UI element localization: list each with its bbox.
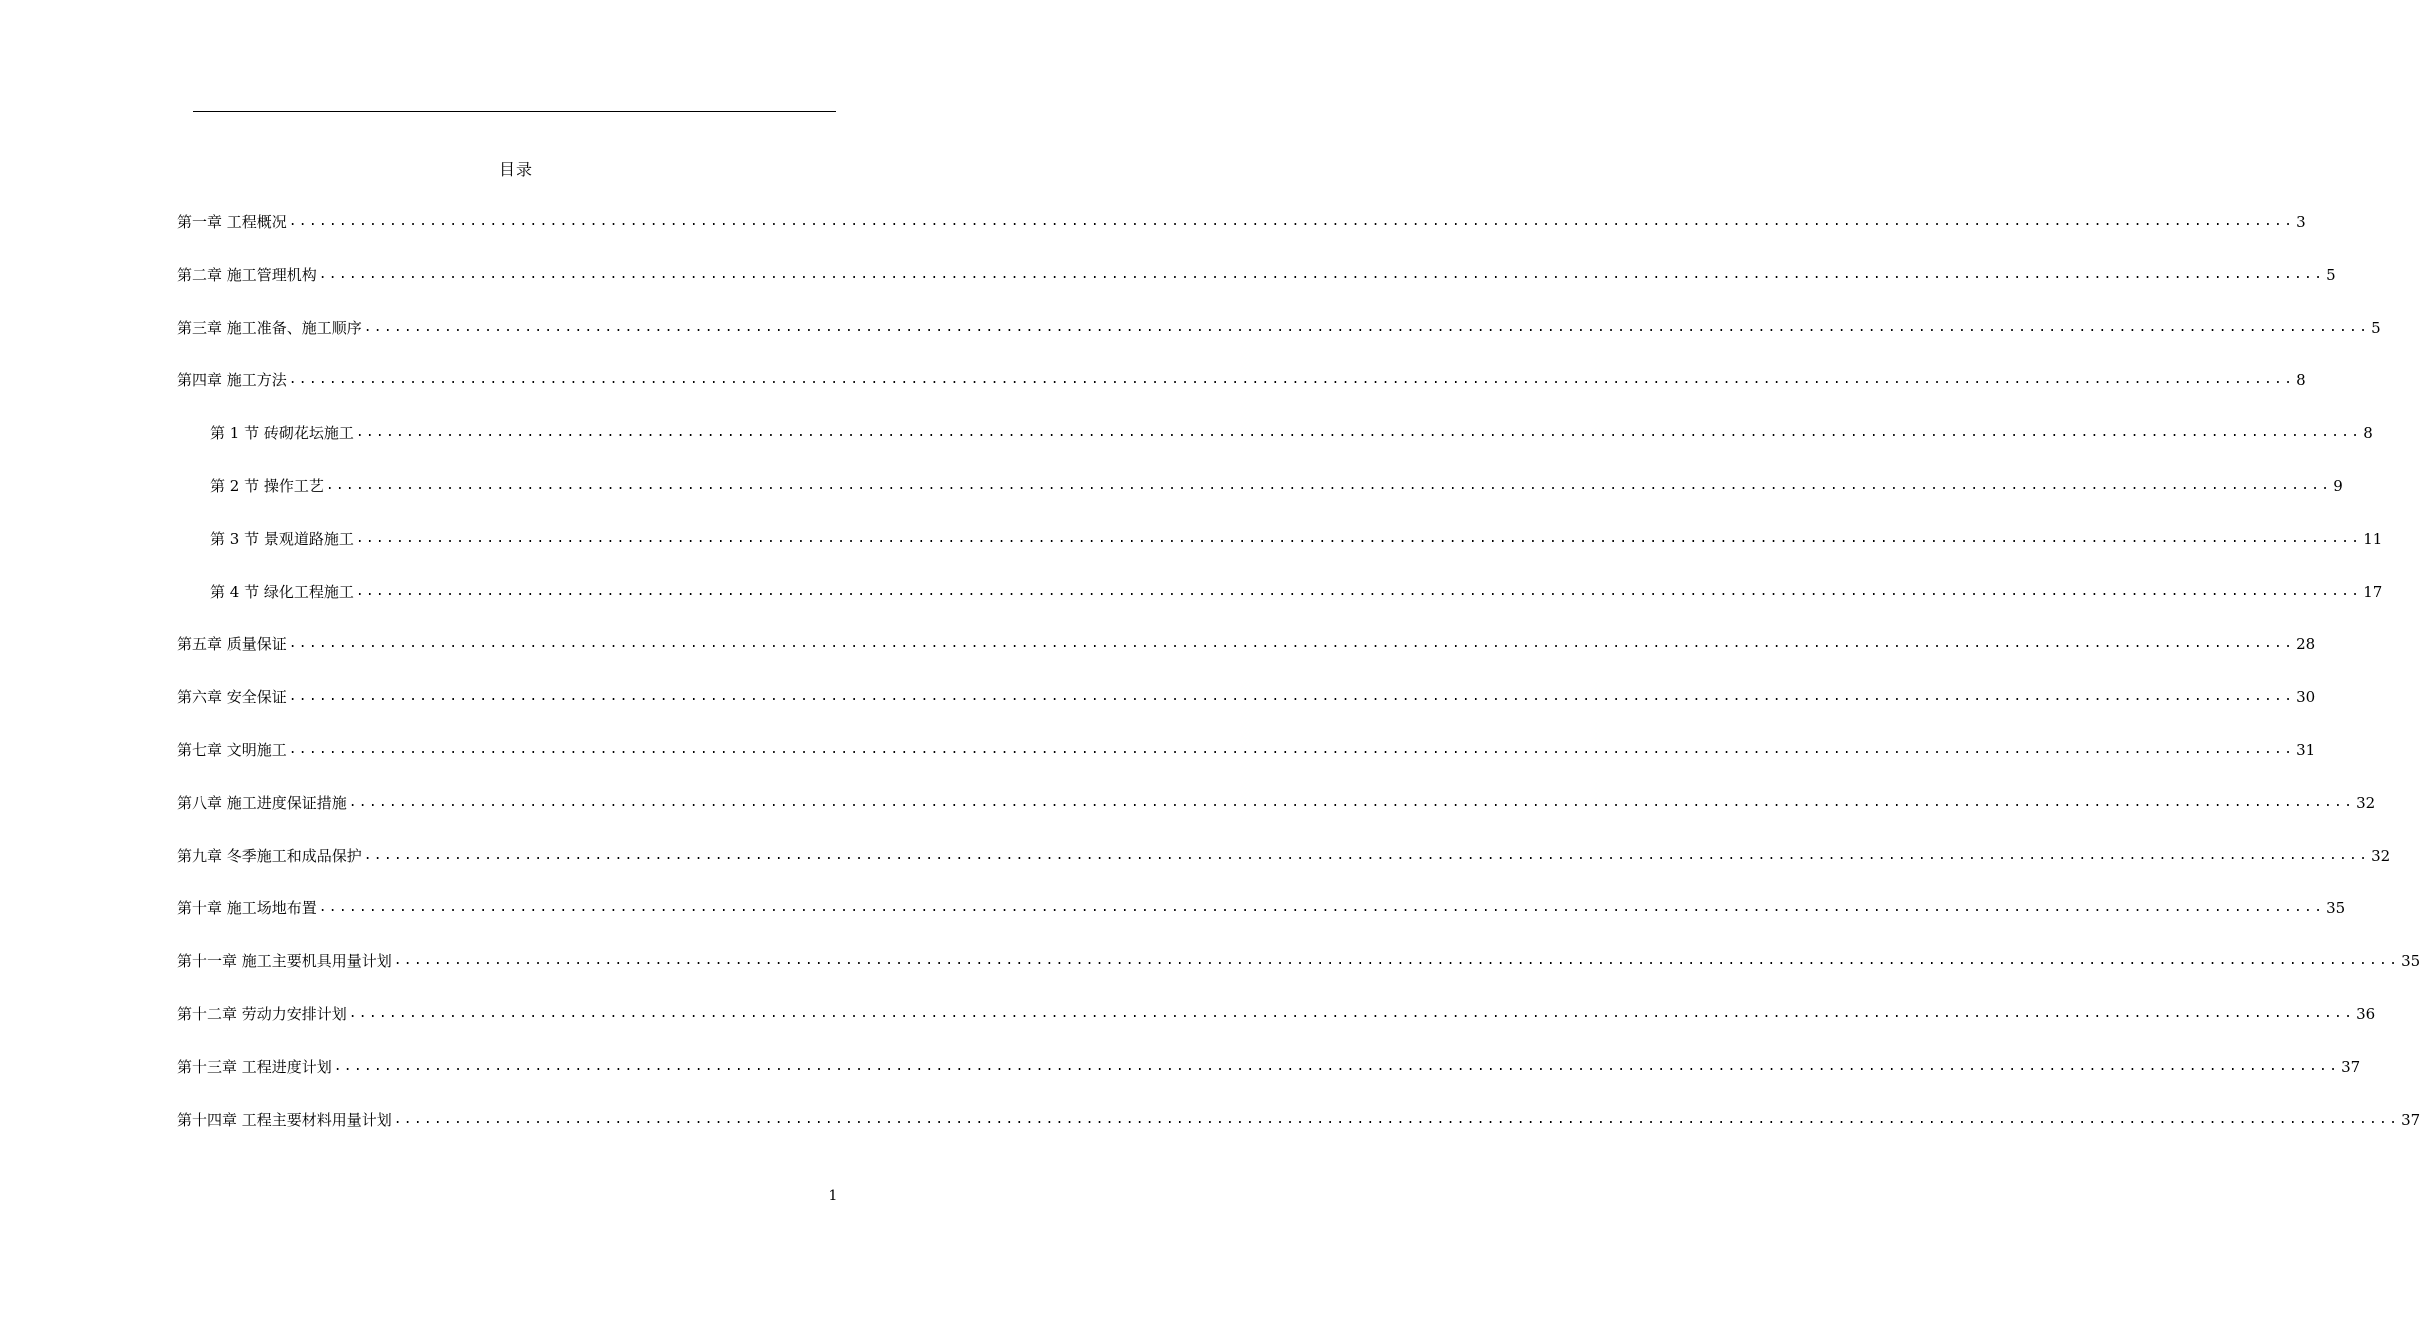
toc-entry-label: 第 3 节 景观道路施工 (210, 529, 354, 548)
toc-chapter-entry[interactable] (177, 315, 2381, 368)
toc-section-entry[interactable] (177, 420, 2373, 473)
toc-chapter-entry[interactable] (177, 737, 2316, 790)
toc-dot-leader: ........................................................................................................................................................................................................ (393, 1111, 2400, 1127)
toc-entry-label: 第一章 工程概况 (177, 213, 287, 231)
toc-dot-leader: ........................................................................................................................................................................................................ (288, 741, 2295, 757)
toc-entry-page-number: 31 (2296, 740, 2316, 759)
toc-dot-leader: ........................................................................................................................................................................................................ (288, 214, 2295, 229)
toc-entry-label: 第三章 施工准备、施工顺序 (177, 318, 362, 337)
toc-dot-leader: ........................................................................................................................................................................................................ (325, 477, 2332, 493)
toc-dot-leader: ........................................................................................................................................................................................................ (288, 372, 2295, 388)
toc-chapter-entry[interactable] (177, 631, 2316, 684)
toc-entry-page-number: 5 (2326, 265, 2336, 284)
toc-entry-label: 第十四章 工程主要材料用量计划 (177, 1110, 392, 1129)
toc-entry-page-number: 8 (2296, 371, 2306, 390)
toc-entry-page-number: 5 (2371, 318, 2381, 337)
toc-entry-page-number: 32 (2356, 793, 2376, 812)
toc-entry-label: 第九章 冬季施工和成品保护 (177, 846, 362, 865)
toc-chapter-entry[interactable] (177, 367, 2306, 420)
toc-chapter-entry[interactable] (177, 948, 2420, 1001)
toc-entry-label: 第二章 施工管理机构 (177, 265, 317, 284)
toc-entry-page-number: 37 (2401, 1110, 2420, 1129)
toc-title: 目录 (498, 160, 533, 179)
toc-entry-page-number: 17 (2363, 582, 2383, 601)
toc-entry-label: 第十一章 施工主要机具用量计划 (177, 952, 392, 971)
toc-dot-leader: ........................................................................................................................................................................................................ (363, 847, 2370, 863)
toc-entry-label: 第八章 施工进度保证措施 (177, 793, 347, 812)
toc-entry-page-number: 11 (2363, 529, 2383, 548)
toc-entry-label: 第四章 施工方法 (177, 371, 287, 390)
toc-chapter-entry[interactable] (177, 209, 2306, 262)
toc-chapter-entry[interactable] (177, 262, 2336, 315)
toc-dot-leader: ........................................................................................................................................................................................................ (393, 953, 2400, 969)
toc-entry-page-number: 32 (2371, 846, 2391, 865)
toc-chapter-entry[interactable] (177, 895, 2346, 948)
toc-section-entry[interactable] (177, 579, 2383, 632)
toc-entry-label: 第 2 节 操作工艺 (210, 476, 324, 495)
toc-entry-page-number: 3 (2296, 213, 2306, 231)
toc-entry-page-number: 8 (2363, 424, 2373, 443)
toc-chapter-entry[interactable] (177, 790, 2376, 843)
toc-chapter-entry[interactable] (177, 843, 2391, 896)
toc-entry-page-number: 28 (2296, 635, 2316, 654)
toc-dot-leader: ........................................................................................................................................................................................................ (348, 794, 2355, 810)
toc-entry-label: 第十二章 劳动力安排计划 (177, 1004, 347, 1023)
toc-entry-label: 第 4 节 绿化工程施工 (210, 582, 354, 601)
toc-entry-page-number: 30 (2296, 688, 2316, 707)
toc-section-entry[interactable] (177, 473, 2343, 526)
toc-dot-leader: ........................................................................................................................................................................................................ (318, 266, 2325, 282)
toc-entry-page-number: 36 (2356, 1004, 2376, 1023)
toc-entry-page-number: 37 (2341, 1057, 2361, 1076)
toc-dot-leader: ........................................................................................................................................................................................................ (318, 900, 2325, 916)
toc-dot-leader: ........................................................................................................................................................................................................ (348, 1005, 2355, 1021)
toc-entry-page-number: 35 (2326, 899, 2346, 918)
toc-dot-leader: ........................................................................................................................................................................................................ (333, 1058, 2340, 1074)
toc-section-entry[interactable] (177, 526, 2383, 579)
toc-entry-label: 第 1 节 砖砌花坛施工 (210, 424, 354, 443)
toc-dot-leader: ........................................................................................................................................................................................................ (288, 689, 2295, 705)
toc-entry-label: 第十章 施工场地布置 (177, 899, 317, 918)
toc-entry-page-number: 35 (2401, 952, 2420, 971)
toc-entry-label: 第十三章 工程进度计划 (177, 1057, 332, 1076)
toc-dot-leader: ........................................................................................................................................................................................................ (363, 319, 2370, 335)
toc-chapter-entry[interactable] (177, 1107, 2420, 1160)
toc-entry-label: 第七章 文明施工 (177, 740, 287, 759)
toc-dot-leader: ........................................................................................................................................................................................................ (355, 425, 2362, 441)
toc-dot-leader: ........................................................................................................................................................................................................ (288, 636, 2295, 652)
toc-entry-label: 第六章 安全保证 (177, 688, 287, 707)
table-of-contents (177, 209, 2420, 1159)
toc-chapter-entry[interactable] (177, 684, 2316, 737)
toc-dot-leader: ........................................................................................................................................................................................................ (355, 530, 2362, 546)
toc-chapter-entry[interactable] (177, 1001, 2376, 1054)
toc-entry-label: 第五章 质量保证 (177, 635, 287, 654)
toc-dot-leader: ........................................................................................................................................................................................................ (355, 583, 2362, 599)
toc-entry-page-number: 9 (2333, 476, 2343, 495)
toc-chapter-entry[interactable] (177, 1054, 2361, 1107)
page-number: 1 (828, 1188, 838, 1204)
header-rule (193, 111, 836, 112)
